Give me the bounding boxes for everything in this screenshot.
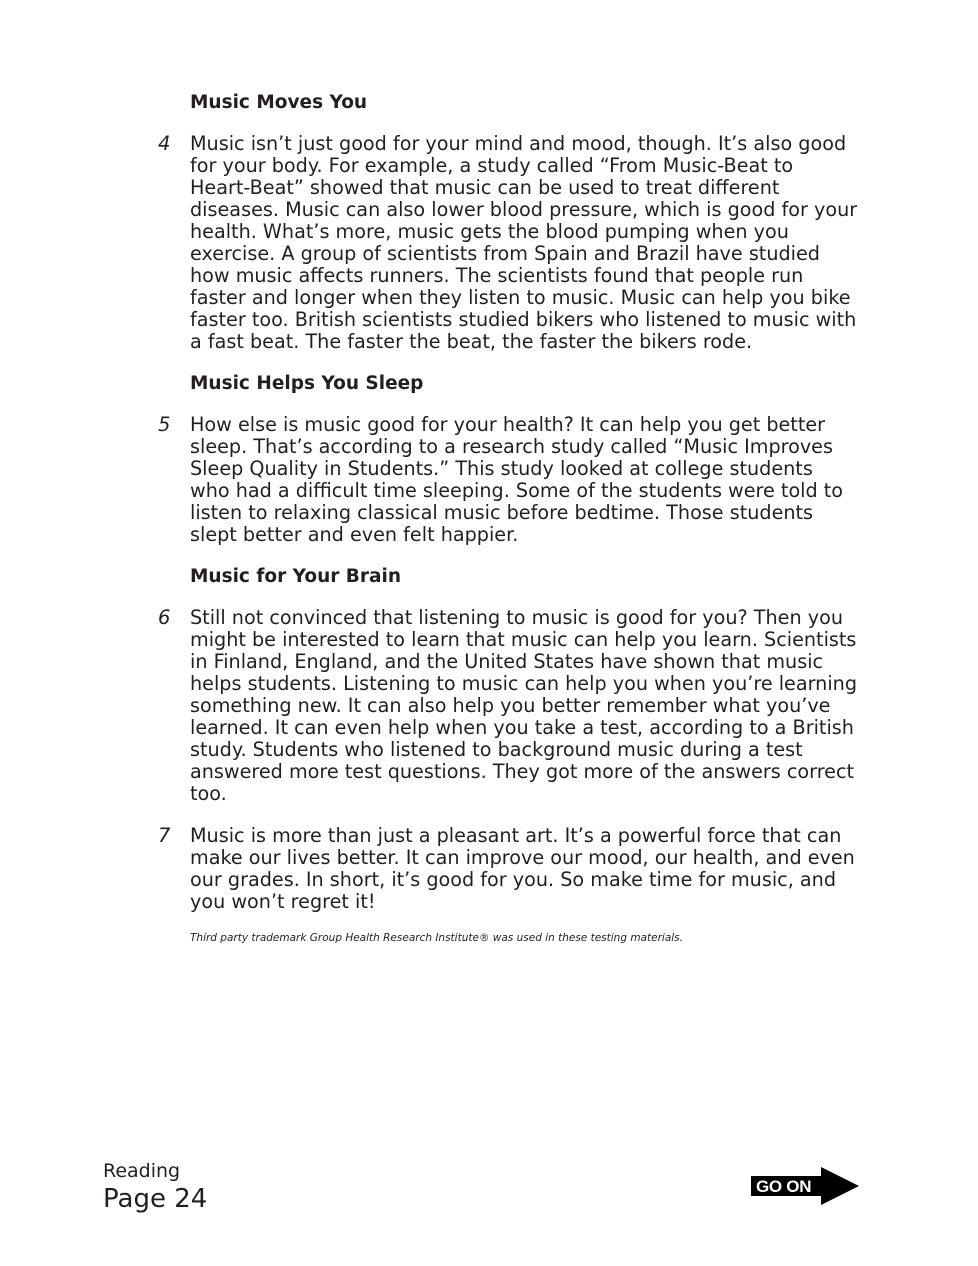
paragraph-number: 4 bbox=[158, 132, 171, 155]
paragraph-number: 5 bbox=[158, 413, 171, 436]
go-on-button[interactable] bbox=[751, 1167, 859, 1205]
paragraph-number: 7 bbox=[158, 824, 171, 847]
paragraph-text: Still not convinced that listening to music is good for you? Then you might be interested to learn that music can help you learn. Scientists in Finland, England, and the United States have shown that music helps students. Listening to music can help you when you’re learning something new. It can also help you better remember what you’ve learned. It can even help when you take a test, according to a British study. Students who listened to background music during a test answered more test questions. They got more of the answers correct too. bbox=[190, 606, 857, 806]
go-on-label: GO ON bbox=[756, 1177, 812, 1196]
section-heading-music-helps-you-sleep: Music Helps You Sleep bbox=[190, 373, 424, 394]
section-heading-music-moves-you: Music Moves You bbox=[190, 92, 368, 113]
paragraph-number: 6 bbox=[158, 606, 171, 629]
section-heading-music-for-your-brain: Music for Your Brain bbox=[190, 566, 402, 587]
paragraph-6 bbox=[158, 607, 858, 805]
paragraph-text: Music is more than just a pleasant art. It’s a powerful force that can make our lives better. It can improve our mood, our health, and even our grades. In short, it’s good for you. So make time for music, and you won’t regret it! bbox=[190, 824, 855, 914]
page-number: Page 24 bbox=[103, 1184, 208, 1214]
paragraph-4 bbox=[158, 133, 858, 353]
paragraph-text: Music isn’t just good for your mind and mood, though. It’s also good for your body. For example, a study called “From Music-Beat to Heart-Beat” showed that music can be used to treat different diseases. Music can also lower blood pressure, which is good for your health. What’s more, music gets the blood pumping when you exercise. A group of scientists from Spain and Brazil have studied how music affects runners. The scientists found that people run faster and longer when they listen to music. Music can help you bike faster too. British scientists studied bikers who listened to music with a fast beat. The faster the beat, the faster the bikers rode. bbox=[190, 132, 858, 354]
trademark-footnote: Third party trademark Group Health Research Institute® was used in these testing materials. bbox=[190, 932, 683, 944]
paragraph-text: How else is music good for your health? It can help you get better sleep. That’s according to a research study called “Music Improves Sleep Quality in Students.” This study looked at college students who had a difficult time sleeping. Some of the students were told to listen to relaxing classical music before bedtime. Those students slept better and even felt happier. bbox=[190, 413, 844, 547]
footer-subject: Reading bbox=[103, 1160, 181, 1182]
paragraph-5 bbox=[158, 414, 858, 546]
paragraph-7 bbox=[158, 825, 858, 913]
